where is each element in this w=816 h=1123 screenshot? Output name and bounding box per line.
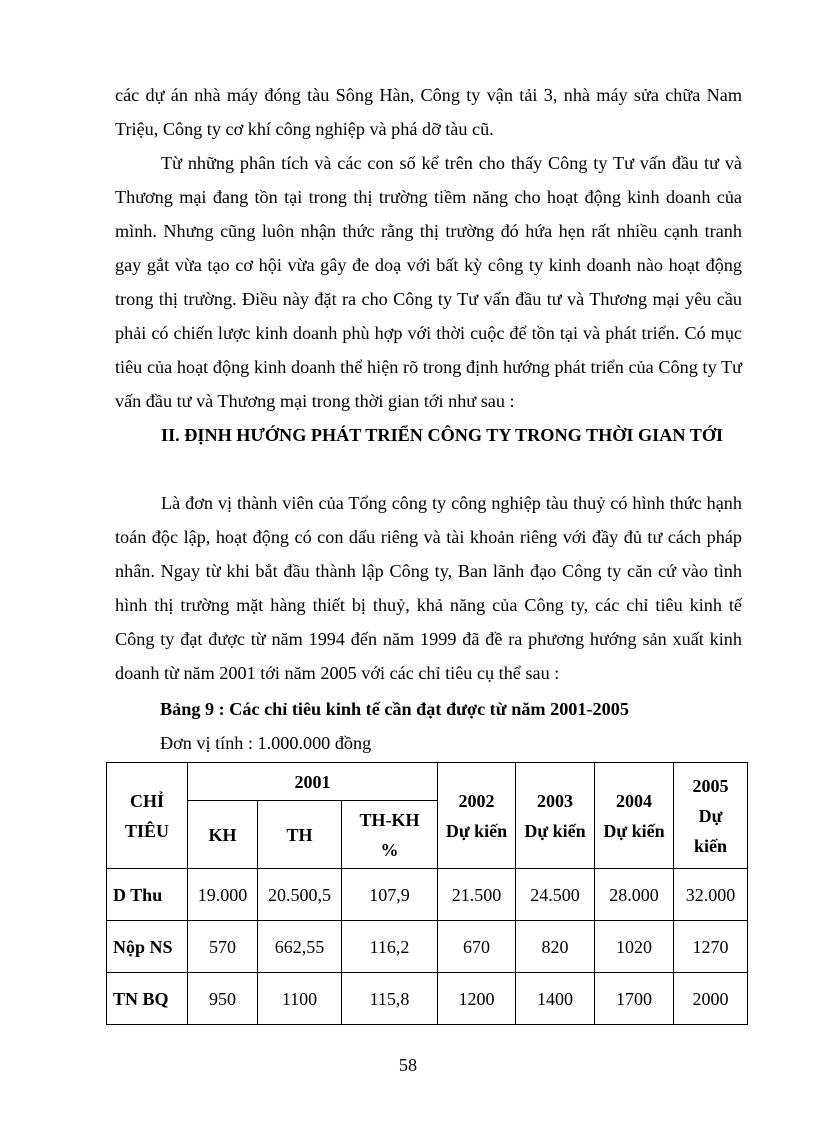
row-label: TN BQ: [107, 973, 188, 1025]
cell-2005: 2000: [674, 973, 748, 1025]
table-unit: Đơn vị tính : 1.000.000 đồng: [160, 733, 372, 753]
header-2002-du-kien: Dự kiến: [445, 820, 508, 841]
header-2005-kien: kiến: [694, 835, 728, 856]
table-row: [107, 869, 748, 921]
cell-th-kh: 116,2: [342, 921, 438, 973]
header-2002-year: 2002: [458, 790, 495, 811]
paragraph-analysis: Từ những phân tích và các con số kể trên cho thấy Công ty Tư vấn đầu tư và Thương mại đang tồn tại trong thị trường tiềm năng cho hoạt động kinh doanh của mình. Nhưng cũng luôn nhận thức rằng thị trường đó hứa hẹn rất nhiều cạnh tranh gay gắt vừa tạo cơ hội vừa gây đe doạ với bất kỳ công ty kinh doanh nào hoạt động trong thị trường. Điều này đặt ra cho Công ty Tư vấn đầu tư và Thương mại yêu cầu phải có chiến lược kinh doanh phù hợp với thời cuộc để tồn tại và phát triển. Có mục tiêu của hoạt động kinh doanh thể hiện rõ trong định hướng phát triển của Công ty Tư vấn đầu tư và Thương mại trong thời gian tới như sau :: [115, 153, 742, 411]
header-2005-du: Dự: [698, 805, 723, 826]
cell-th-kh: 107,9: [342, 869, 438, 921]
header-2001: 2001: [188, 763, 438, 801]
cell-th-kh: 115,8: [342, 973, 438, 1025]
section-heading: II. ĐỊNH HƯỚNG PHÁT TRIỂN CÔNG TY TRONG THỜI GIAN TỚI: [161, 425, 724, 445]
economic-indicators-table: [106, 762, 748, 1025]
cell-kh: 950: [188, 973, 258, 1025]
cell-2003: 1400: [516, 973, 595, 1025]
cell-2004: 1700: [595, 973, 674, 1025]
header-th-kh-line1: TH-KH: [359, 809, 420, 830]
cell-2002: 21.500: [438, 869, 516, 921]
header-chi-tieu: [107, 763, 188, 869]
header-2002: [438, 763, 516, 869]
header-th: TH: [258, 801, 342, 869]
paragraph-intro: các dự án nhà máy đóng tàu Sông Hàn, Công ty vận tải 3, nhà máy sửa chữa Nam Triệu, Công ty cơ khí công nghiệp và phá dỡ tàu cũ.: [115, 85, 742, 139]
cell-2005: 32.000: [674, 869, 748, 921]
cell-2003: 24.500: [516, 869, 595, 921]
header-chi-tieu-line2: TIÊU: [124, 820, 169, 841]
header-chi-tieu-line1: CHỈ: [129, 790, 164, 811]
cell-2004: 28.000: [595, 869, 674, 921]
cell-2003: 820: [516, 921, 595, 973]
header-2004-year: 2004: [616, 790, 653, 811]
cell-th: 1100: [258, 973, 342, 1025]
header-th-kh: [342, 801, 438, 869]
table-caption: Bảng 9 : Các chỉ tiêu kinh tế cần đạt được từ năm 2001-2005: [160, 699, 629, 719]
table-row: [107, 973, 748, 1025]
cell-2002: 1200: [438, 973, 516, 1025]
header-2003: [516, 763, 595, 869]
cell-kh: 570: [188, 921, 258, 973]
row-label: Nộp NS: [107, 921, 188, 973]
header-2004: [595, 763, 674, 869]
cell-2004: 1020: [595, 921, 674, 973]
header-2003-du-kien: Dự kiến: [524, 820, 586, 841]
header-2005: [674, 763, 748, 869]
cell-2005: 1270: [674, 921, 748, 973]
header-2004-du-kien: Dự kiến: [603, 820, 665, 841]
header-kh: KH: [188, 801, 258, 869]
row-label: D Thu: [107, 869, 188, 921]
page-number: 58: [398, 1055, 418, 1075]
paragraph-orientation: Là đơn vị thành viên của Tổng công ty công nghiệp tàu thuỷ có hình thức hạnh toán độc lập, hoạt động có con dấu riêng và tài khoản riêng với đầy đủ tư cách pháp nhân. Ngay từ khi bắt đầu thành lập Công ty, Ban lãnh đạo Công ty căn cứ vào tình hình thị trường mặt hàng thiết bị thuỷ, khả năng của Công ty, các chỉ tiêu kinh tế Công ty đạt được từ năm 1994 đến năm 1999 đã đề ra phương hướng sản xuất kinh doanh từ năm 2001 tới năm 2005 với các chỉ tiêu cụ thể sau :: [115, 493, 742, 683]
header-2003-year: 2003: [537, 790, 574, 811]
table-row: [107, 921, 748, 973]
cell-th: 20.500,5: [258, 869, 342, 921]
cell-kh: 19.000: [188, 869, 258, 921]
cell-th: 662,55: [258, 921, 342, 973]
cell-2002: 670: [438, 921, 516, 973]
header-th-kh-line2: %: [380, 839, 399, 860]
header-2005-year: 2005: [692, 775, 729, 796]
